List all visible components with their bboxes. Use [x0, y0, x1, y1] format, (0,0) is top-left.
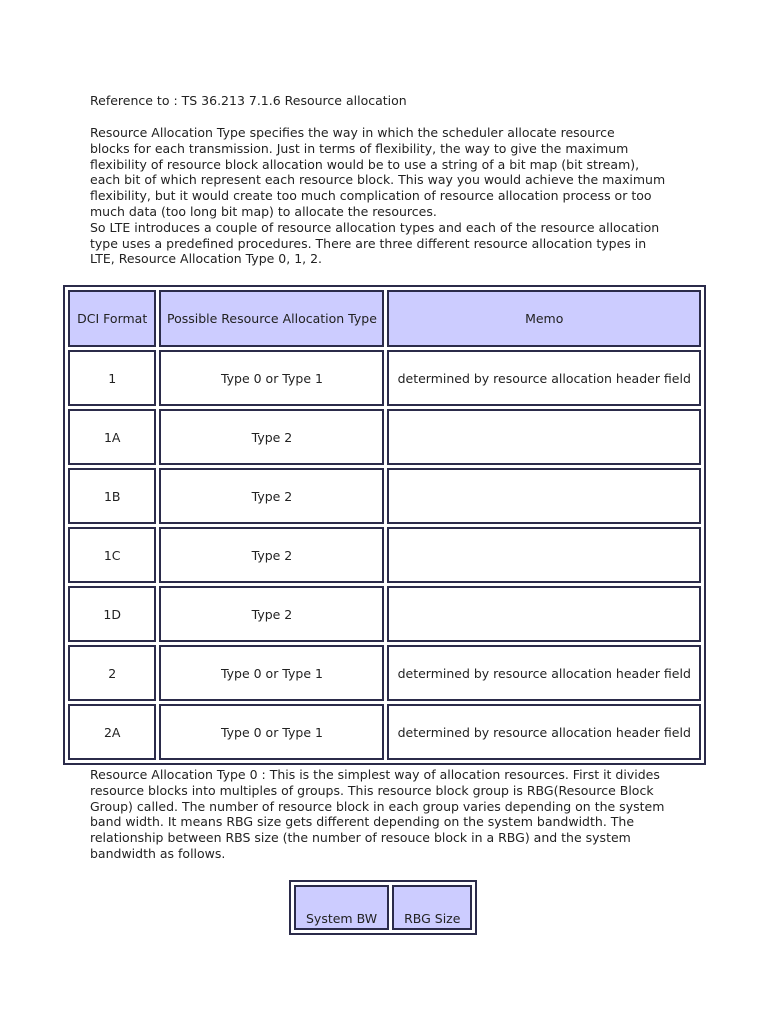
cell-memo: determined by resource allocation header field [387, 645, 701, 701]
text-line: band width. It means RBG size gets different depending on the system bandwidth. The [90, 814, 635, 830]
table-row [68, 586, 701, 642]
text-line: resource blocks into multiples of groups. This resource block group is RBG(Resource Block [90, 782, 654, 798]
reference-line: Reference to : TS 36.213 7.1.6 Resource allocation [90, 93, 407, 108]
header-system-bw: System BW [294, 885, 389, 930]
header-memo: Memo [387, 290, 701, 347]
cell-dci-format: 1A [68, 409, 156, 465]
cell-allocation-type: Type 2 [159, 468, 384, 524]
text-line: Group) called. The number of resource block in each group varies depending on the system [90, 798, 665, 814]
table-row [68, 468, 701, 524]
cell-allocation-type: Type 2 [159, 409, 384, 465]
text-line: So LTE introduces a couple of resource allocation types and each of the resource allocation [90, 219, 660, 235]
table-row [68, 704, 701, 760]
dci-format-table [63, 285, 706, 765]
cell-allocation-type: Type 2 [159, 586, 384, 642]
cell-dci-format: 1D [68, 586, 156, 642]
rbg-size-table [289, 880, 477, 935]
type0-paragraph [90, 767, 675, 862]
cell-dci-format: 1 [68, 350, 156, 406]
cell-dci-format: 1C [68, 527, 156, 583]
cell-allocation-type: Type 0 or Type 1 [159, 645, 384, 701]
cell-memo: determined by resource allocation header field [387, 704, 701, 760]
cell-memo [387, 586, 701, 642]
header-dci-format: DCI Format [68, 290, 156, 347]
cell-memo [387, 527, 701, 583]
text-line: bandwidth as follows. [90, 845, 226, 861]
table-row [68, 350, 701, 406]
text-line: blocks for each transmission. Just in terms of flexibility, the way to give the maximum [90, 140, 629, 156]
table-header-row [294, 885, 472, 930]
text-line: much data (too long bit map) to allocate the resources. [90, 203, 437, 219]
text-line: LTE, Resource Allocation Type 0, 1, 2. [90, 251, 323, 267]
cell-dci-format: 2 [68, 645, 156, 701]
header-allocation-type: Possible Resource Allocation Type [159, 290, 384, 347]
text-line: type uses a predefined procedures. There are three different resource allocation types in [90, 235, 647, 251]
text-line: Resource Allocation Type specifies the way in which the scheduler allocate resource [90, 125, 615, 140]
cell-memo [387, 409, 701, 465]
text-line: flexibility of resource block allocation would be to use a string of a bit map (bit stream), [90, 156, 640, 172]
text-line: flexibility, but it would create too much complication of resource allocation process or too [90, 188, 652, 204]
header-rbg-size: RBG Size [392, 885, 472, 930]
table-header-row [68, 290, 701, 347]
table-row [68, 409, 701, 465]
table-row [68, 527, 701, 583]
text-line: relationship between RBS size (the number of resouce block in a RBG) and the system [90, 830, 631, 846]
text-line: Resource Allocation Type 0 : This is the simplest way of allocation resources. First it divides [90, 767, 660, 782]
intro-paragraph [90, 125, 675, 267]
text-line: each bit of which represent each resource block. This way you would achieve the maximum [90, 172, 666, 188]
cell-memo [387, 468, 701, 524]
cell-allocation-type: Type 2 [159, 527, 384, 583]
cell-memo: determined by resource allocation header field [387, 350, 701, 406]
cell-dci-format: 1B [68, 468, 156, 524]
cell-allocation-type: Type 0 or Type 1 [159, 704, 384, 760]
cell-allocation-type: Type 0 or Type 1 [159, 350, 384, 406]
cell-dci-format: 2A [68, 704, 156, 760]
table-row [68, 645, 701, 701]
